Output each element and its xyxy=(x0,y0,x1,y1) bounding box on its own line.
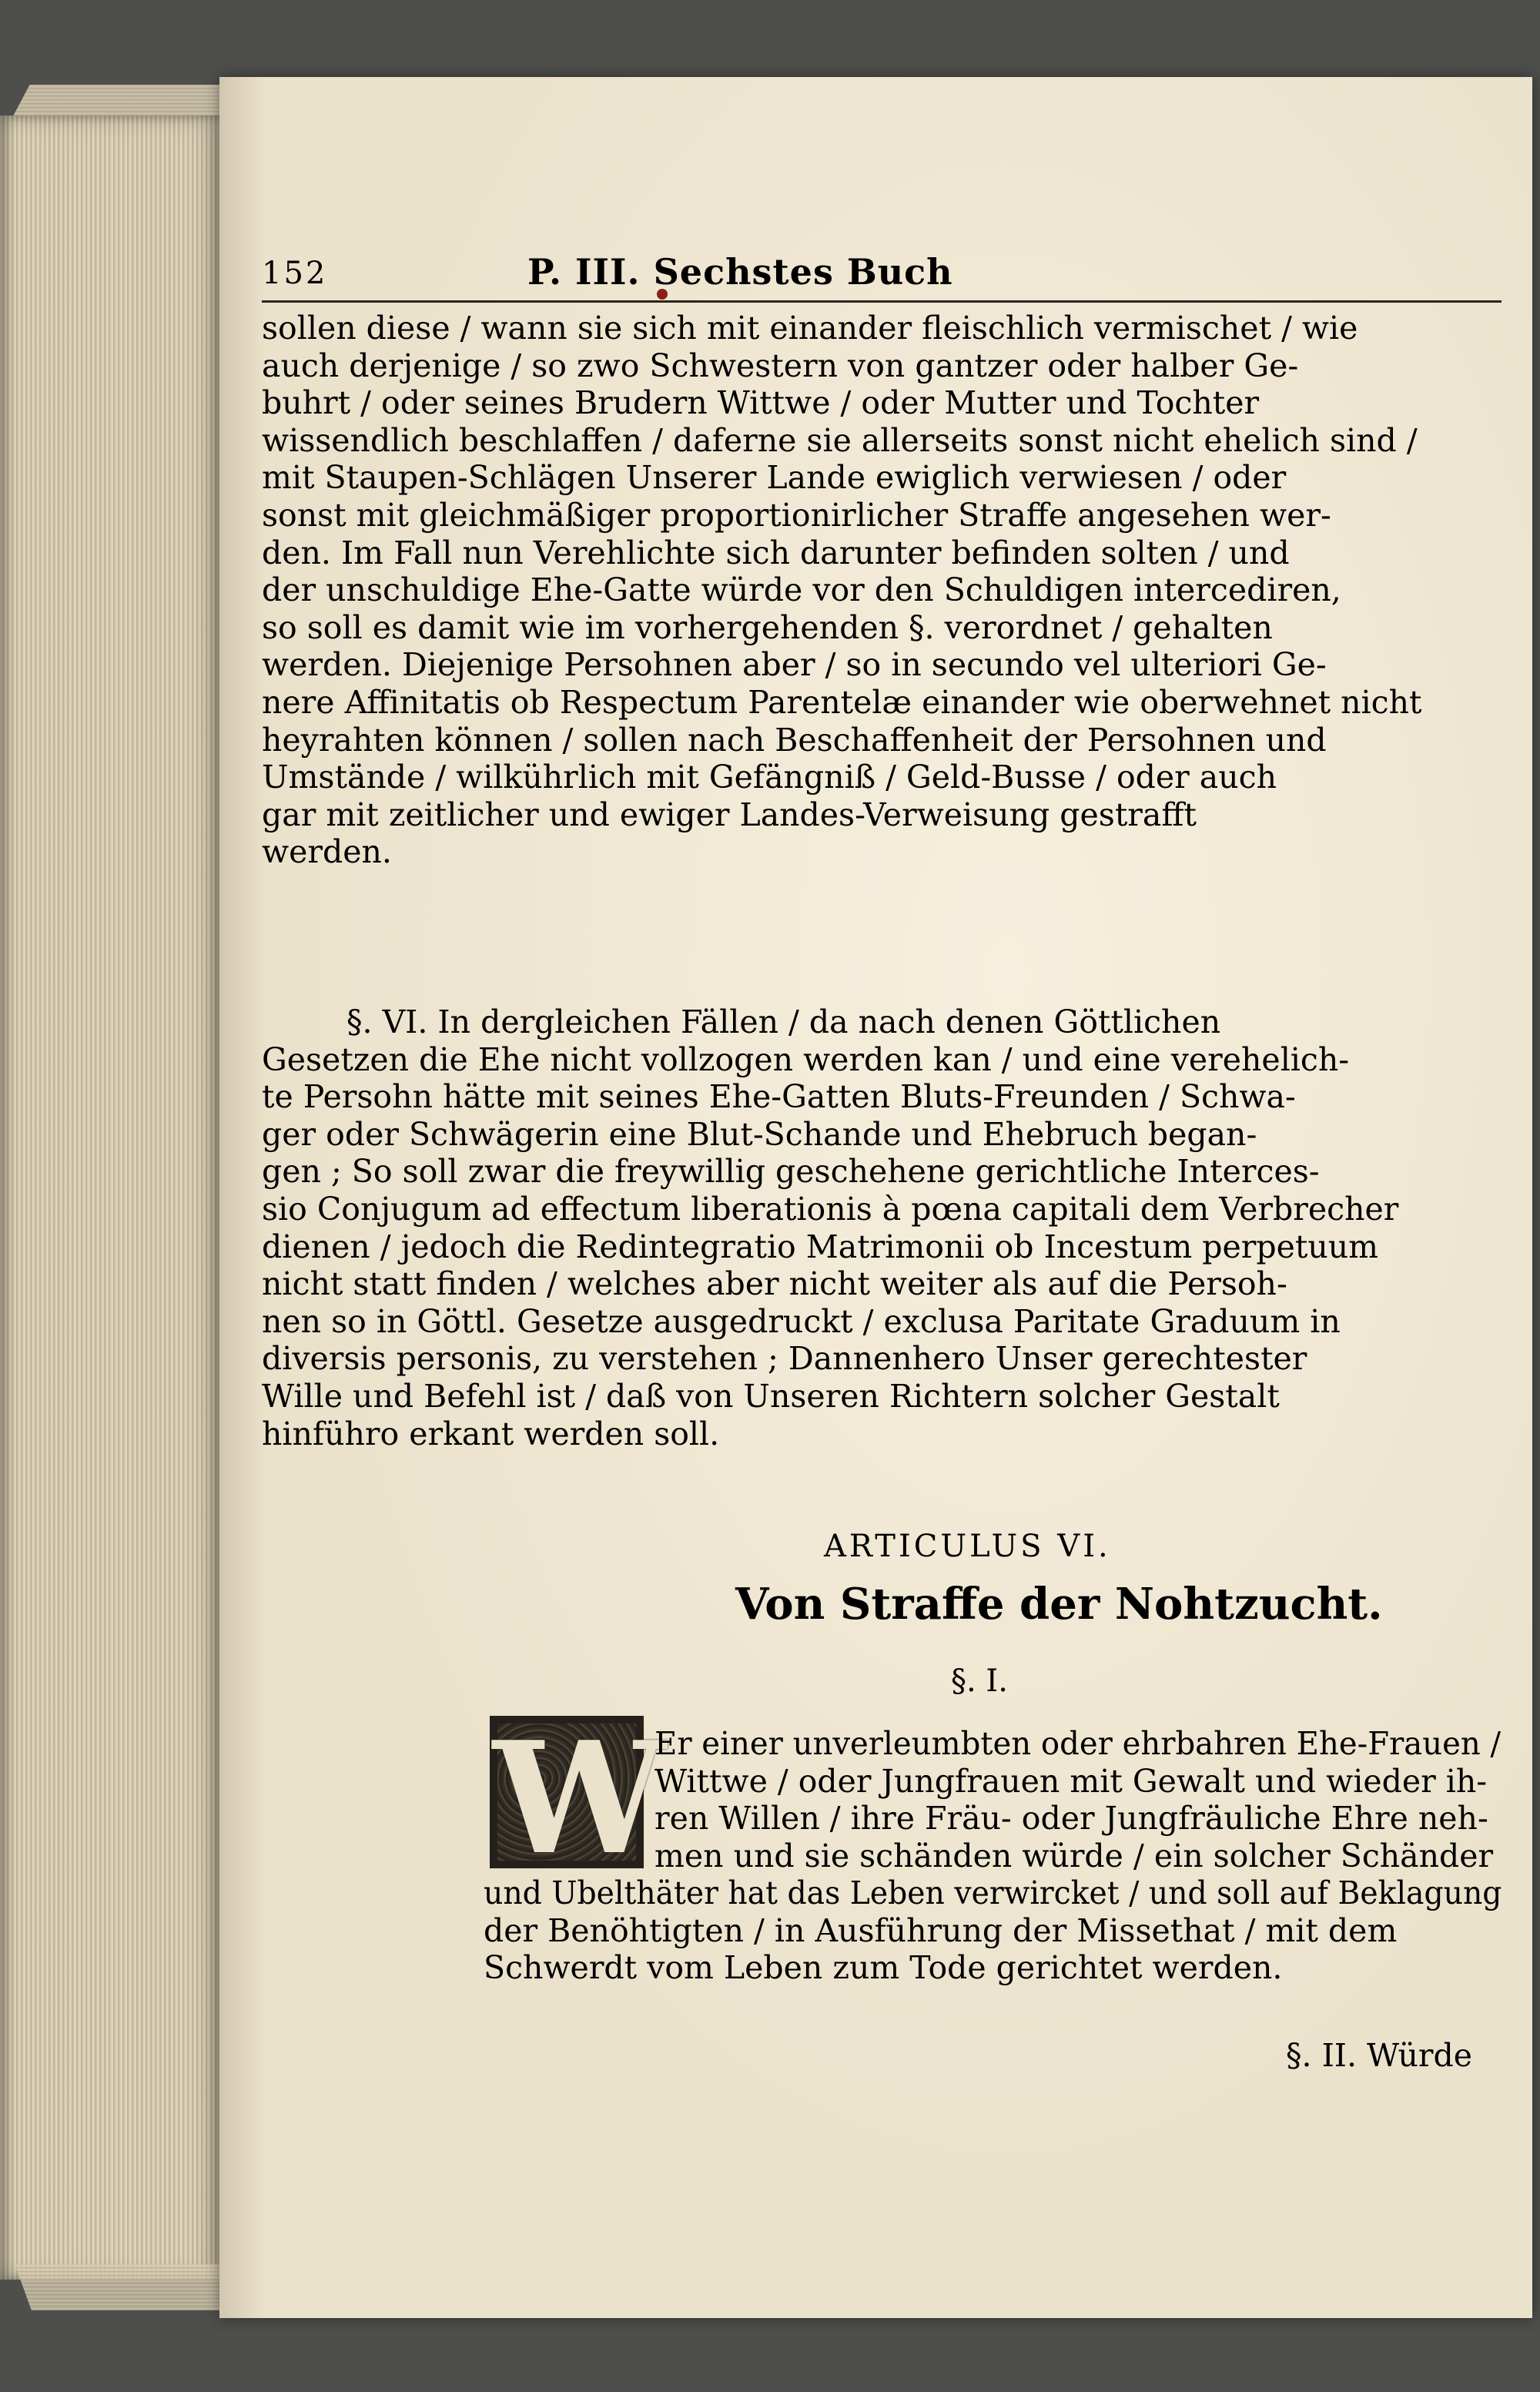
decorated-initial xyxy=(490,1708,666,1889)
article-subtitle: Von Straffe der Nohtzucht. xyxy=(735,1579,1383,1630)
article-paragraph-continued xyxy=(484,1874,1502,1987)
text-line: dienen / jedoch die Redintegratio Matrimonii ob Incestum perpetuum xyxy=(262,1228,1379,1265)
text-line: Schwerdt vom Leben zum Tode gerichtet werden. xyxy=(484,1949,1283,1987)
book-page-edges xyxy=(0,116,231,2280)
paragraph-continuation xyxy=(262,310,1502,871)
article-heading: ARTICULUS VI. xyxy=(824,1529,1111,1564)
text-line: sonst mit gleichmäßiger proportionirlicher Straffe angesehen wer- xyxy=(262,496,1331,534)
text-line: und Ubelthäter hat das Leben verwircket / und soll auf Beklagung xyxy=(484,1874,1502,1911)
text-line: wissendlich beschlaffen / daferne sie allerseits sonst nicht ehelich sind / xyxy=(262,421,1418,459)
text-line: gen ; So soll zwar die freywillig geschehene gerichtliche Interces- xyxy=(262,1153,1320,1191)
initial-letter: W xyxy=(493,1708,666,1889)
text-line: ren Willen / ihre Fräu- oder Jungfräuliche Ehre neh- xyxy=(654,1800,1488,1838)
text-line: Wille und Befehl ist / daß von Unseren Richtern solcher Gestalt xyxy=(262,1377,1280,1415)
text-line: der unschuldige Ehe-Gatte würde vor den Schuldigen intercediren, xyxy=(262,571,1341,609)
text-line: werden. xyxy=(262,833,392,871)
text-line: ger oder Schwägerin eine Blut-Schande und Ehebruch began- xyxy=(262,1115,1257,1153)
text-line: nere Affinitatis ob Respectum Parentelæ einander wie oberwehnet nicht xyxy=(262,683,1422,721)
text-line: hinführo erkant werden soll. xyxy=(262,1415,720,1452)
text-line: te Persohn hätte mit seines Ehe-Gatten Bluts-Freunden / Schwa- xyxy=(262,1078,1296,1116)
text-line: sollen diese / wann sie sich mit einander fleischlich vermischet / wie xyxy=(262,310,1358,347)
text-line: heyrahten können / sollen nach Beschaffenheit der Persohnen und xyxy=(262,721,1327,759)
text-line: nicht statt finden / welches aber nicht weiter als auf die Persoh- xyxy=(262,1265,1287,1303)
article-paragraph-first-lines xyxy=(654,1725,1502,1874)
text-line: §. VI. In dergleichen Fällen / da nach denen Göttlichen xyxy=(346,1003,1221,1040)
text-line: buhrt / oder seines Brudern Wittwe / oder Mutter und Tochter xyxy=(262,384,1260,422)
text-line: gar mit zeitlicher und ewiger Landes-Verweisung gestrafft xyxy=(262,796,1197,833)
section-mark: §. I. xyxy=(951,1663,1008,1699)
page-header xyxy=(262,251,1502,303)
text-line: Umstände / wilkührlich mit Gefängniß / Geld-Busse / oder auch xyxy=(262,759,1277,796)
section-6-paragraph xyxy=(262,1003,1502,1452)
catchword: §. II. Würde xyxy=(1286,2037,1473,2074)
text-line: mit Staupen-Schlägen Unserer Lande ewiglich verwiesen / oder xyxy=(262,459,1287,497)
text-line: Er einer unverleumbten oder ehrbahren Ehe-Frauen / xyxy=(654,1725,1502,1762)
text-line: auch derjenige / so zwo Schwestern von gantzer oder halber Ge- xyxy=(262,347,1299,384)
text-line: den. Im Fall nun Verehlichte sich darunter befinden solten / und xyxy=(262,534,1290,571)
text-line: so soll es damit wie im vorhergehenden §. verordnet / gehalten xyxy=(262,608,1273,646)
text-line: diversis personis, zu verstehen ; Dannenhero Unser gerechtester xyxy=(262,1340,1307,1378)
text-line: Gesetzen die Ehe nicht vollzogen werden kan / und eine verehelich- xyxy=(262,1040,1350,1078)
text-line: sio Conjugum ad effectum liberationis à pœna capitali dem Verbrecher xyxy=(262,1190,1399,1228)
text-line: der Benöhtigten / in Ausführung der Missethat / mit dem xyxy=(484,1911,1398,1949)
text-line: nen so in Göttl. Gesetze ausgedruckt / exclusa Paritate Graduum in xyxy=(262,1302,1341,1340)
page-number: 152 xyxy=(262,256,328,291)
running-title: P. III. Sechstes Buch xyxy=(527,251,953,293)
text-line: men und sie schänden würde / ein solcher Schänder xyxy=(654,1837,1494,1874)
text-line: werden. Diejenige Persohnen aber / so in secundo vel ulteriori Ge- xyxy=(262,646,1327,684)
text-line: Wittwe / oder Jungfrauen mit Gewalt und wieder ih- xyxy=(654,1762,1488,1800)
